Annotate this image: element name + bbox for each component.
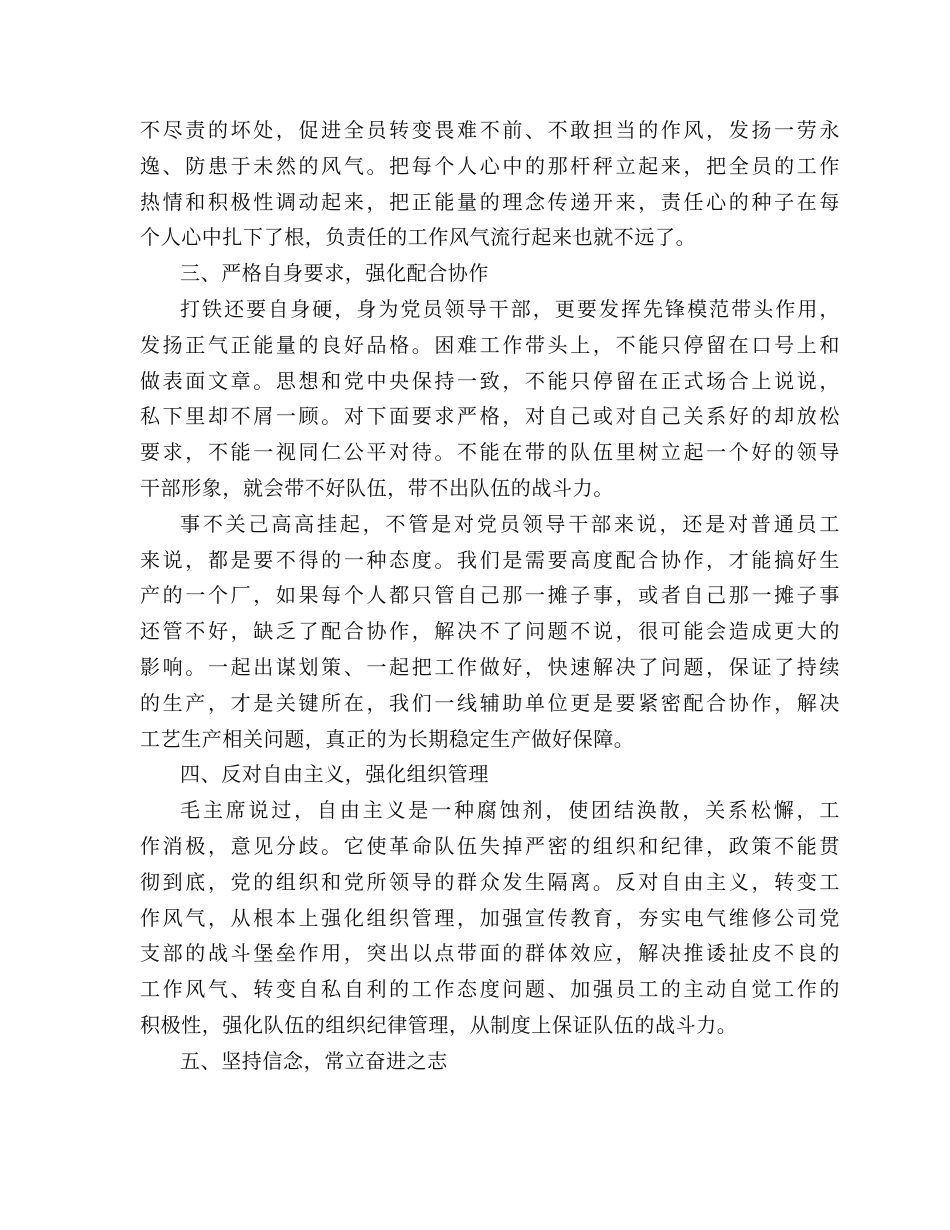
text-line: 工作风气、转变自私自利的工作态度问题、加强员工的主动自觉工作的	[140, 977, 840, 1002]
text-line: 逸、防患于未然的风气。把每个人心中的那杆秤立起来，把全员的工作	[140, 153, 840, 178]
text-line: 毛主席说过，自由主义是一种腐蚀剂，使团结涣散，关系松懈，工	[180, 798, 840, 823]
text-line: 积极性，强化队伍的组织纪律管理，从制度上保证队伍的战斗力。	[140, 1012, 738, 1037]
text-line: 彻到底，党的组织和党所领导的群众发生隔离。反对自由主义，转变工	[140, 869, 840, 894]
text-line: 作消极，意见分歧。它使革命队伍失掉严密的组织和纪律，政策不能贯	[140, 833, 840, 858]
text-line: 不尽责的坏处，促进全员转变畏难不前、不敢担当的作风，发扬一劳永	[140, 118, 840, 142]
text-line: 工艺生产相关问题，真正的为长期稳定生产做好保障。	[140, 726, 635, 751]
text-line: 个人心中扎下了根，负责任的工作风气流行起来也就不远了。	[140, 225, 697, 250]
text-line: 要求，不能一视同仁公平对待。不能在带的队伍里树立起一个好的领导	[140, 440, 840, 465]
section-heading: 四、反对自由主义，强化组织管理	[180, 762, 489, 787]
text-line: 影响。一起出谋划策、一起把工作做好，快速解决了问题，保证了持续	[140, 654, 840, 679]
text-line: 还管不好，缺乏了配合协作，解决不了问题不说，很可能会造成更大的	[140, 619, 840, 644]
text-line: 支部的战斗堡垒作用，突出以点带面的群体效应，解决推诿扯皮不良的	[140, 941, 840, 966]
text-line: 产的一个厂，如果每个人都只管自己那一摊子事，或者自己那一摊子事	[140, 583, 840, 608]
text-line: 私下里却不屑一顾。对下面要求严格，对自己或对自己关系好的却放松	[140, 404, 840, 429]
text-line: 发扬正气正能量的良好品格。困难工作带头上，不能只停留在口号上和	[140, 332, 840, 357]
document-body	[140, 113, 840, 1080]
section-heading: 三、严格自身要求，强化配合协作	[180, 261, 489, 286]
text-line: 事不关己高高挂起，不管是对党员领导干部来说，还是对普通员工	[180, 511, 840, 536]
text-line: 打铁还要自身硬，身为党员领导干部，更要发挥先锋模范带头作用，	[180, 296, 840, 321]
text-line: 做表面文章。思想和党中央保持一致，不能只停留在正式场合上说说，	[140, 368, 840, 393]
text-line: 来说，都是要不得的一种态度。我们是需要高度配合协作，才能搞好生	[140, 547, 840, 572]
text-line: 干部形象，就会带不好队伍，带不出队伍的战斗力。	[140, 475, 614, 500]
text-line: 作风气，从根本上强化组织管理，加强宣传教育，夯实电气维修公司党	[140, 905, 840, 930]
text-line: 热情和积极性调动起来，把正能量的理念传递开来，责任心的种子在每	[140, 189, 840, 214]
text-line: 的生产，才是关键所在，我们一线辅助单位更是要紧密配合协作，解决	[140, 690, 840, 715]
section-heading: 五、坚持信念，常立奋进之志	[180, 1048, 448, 1073]
